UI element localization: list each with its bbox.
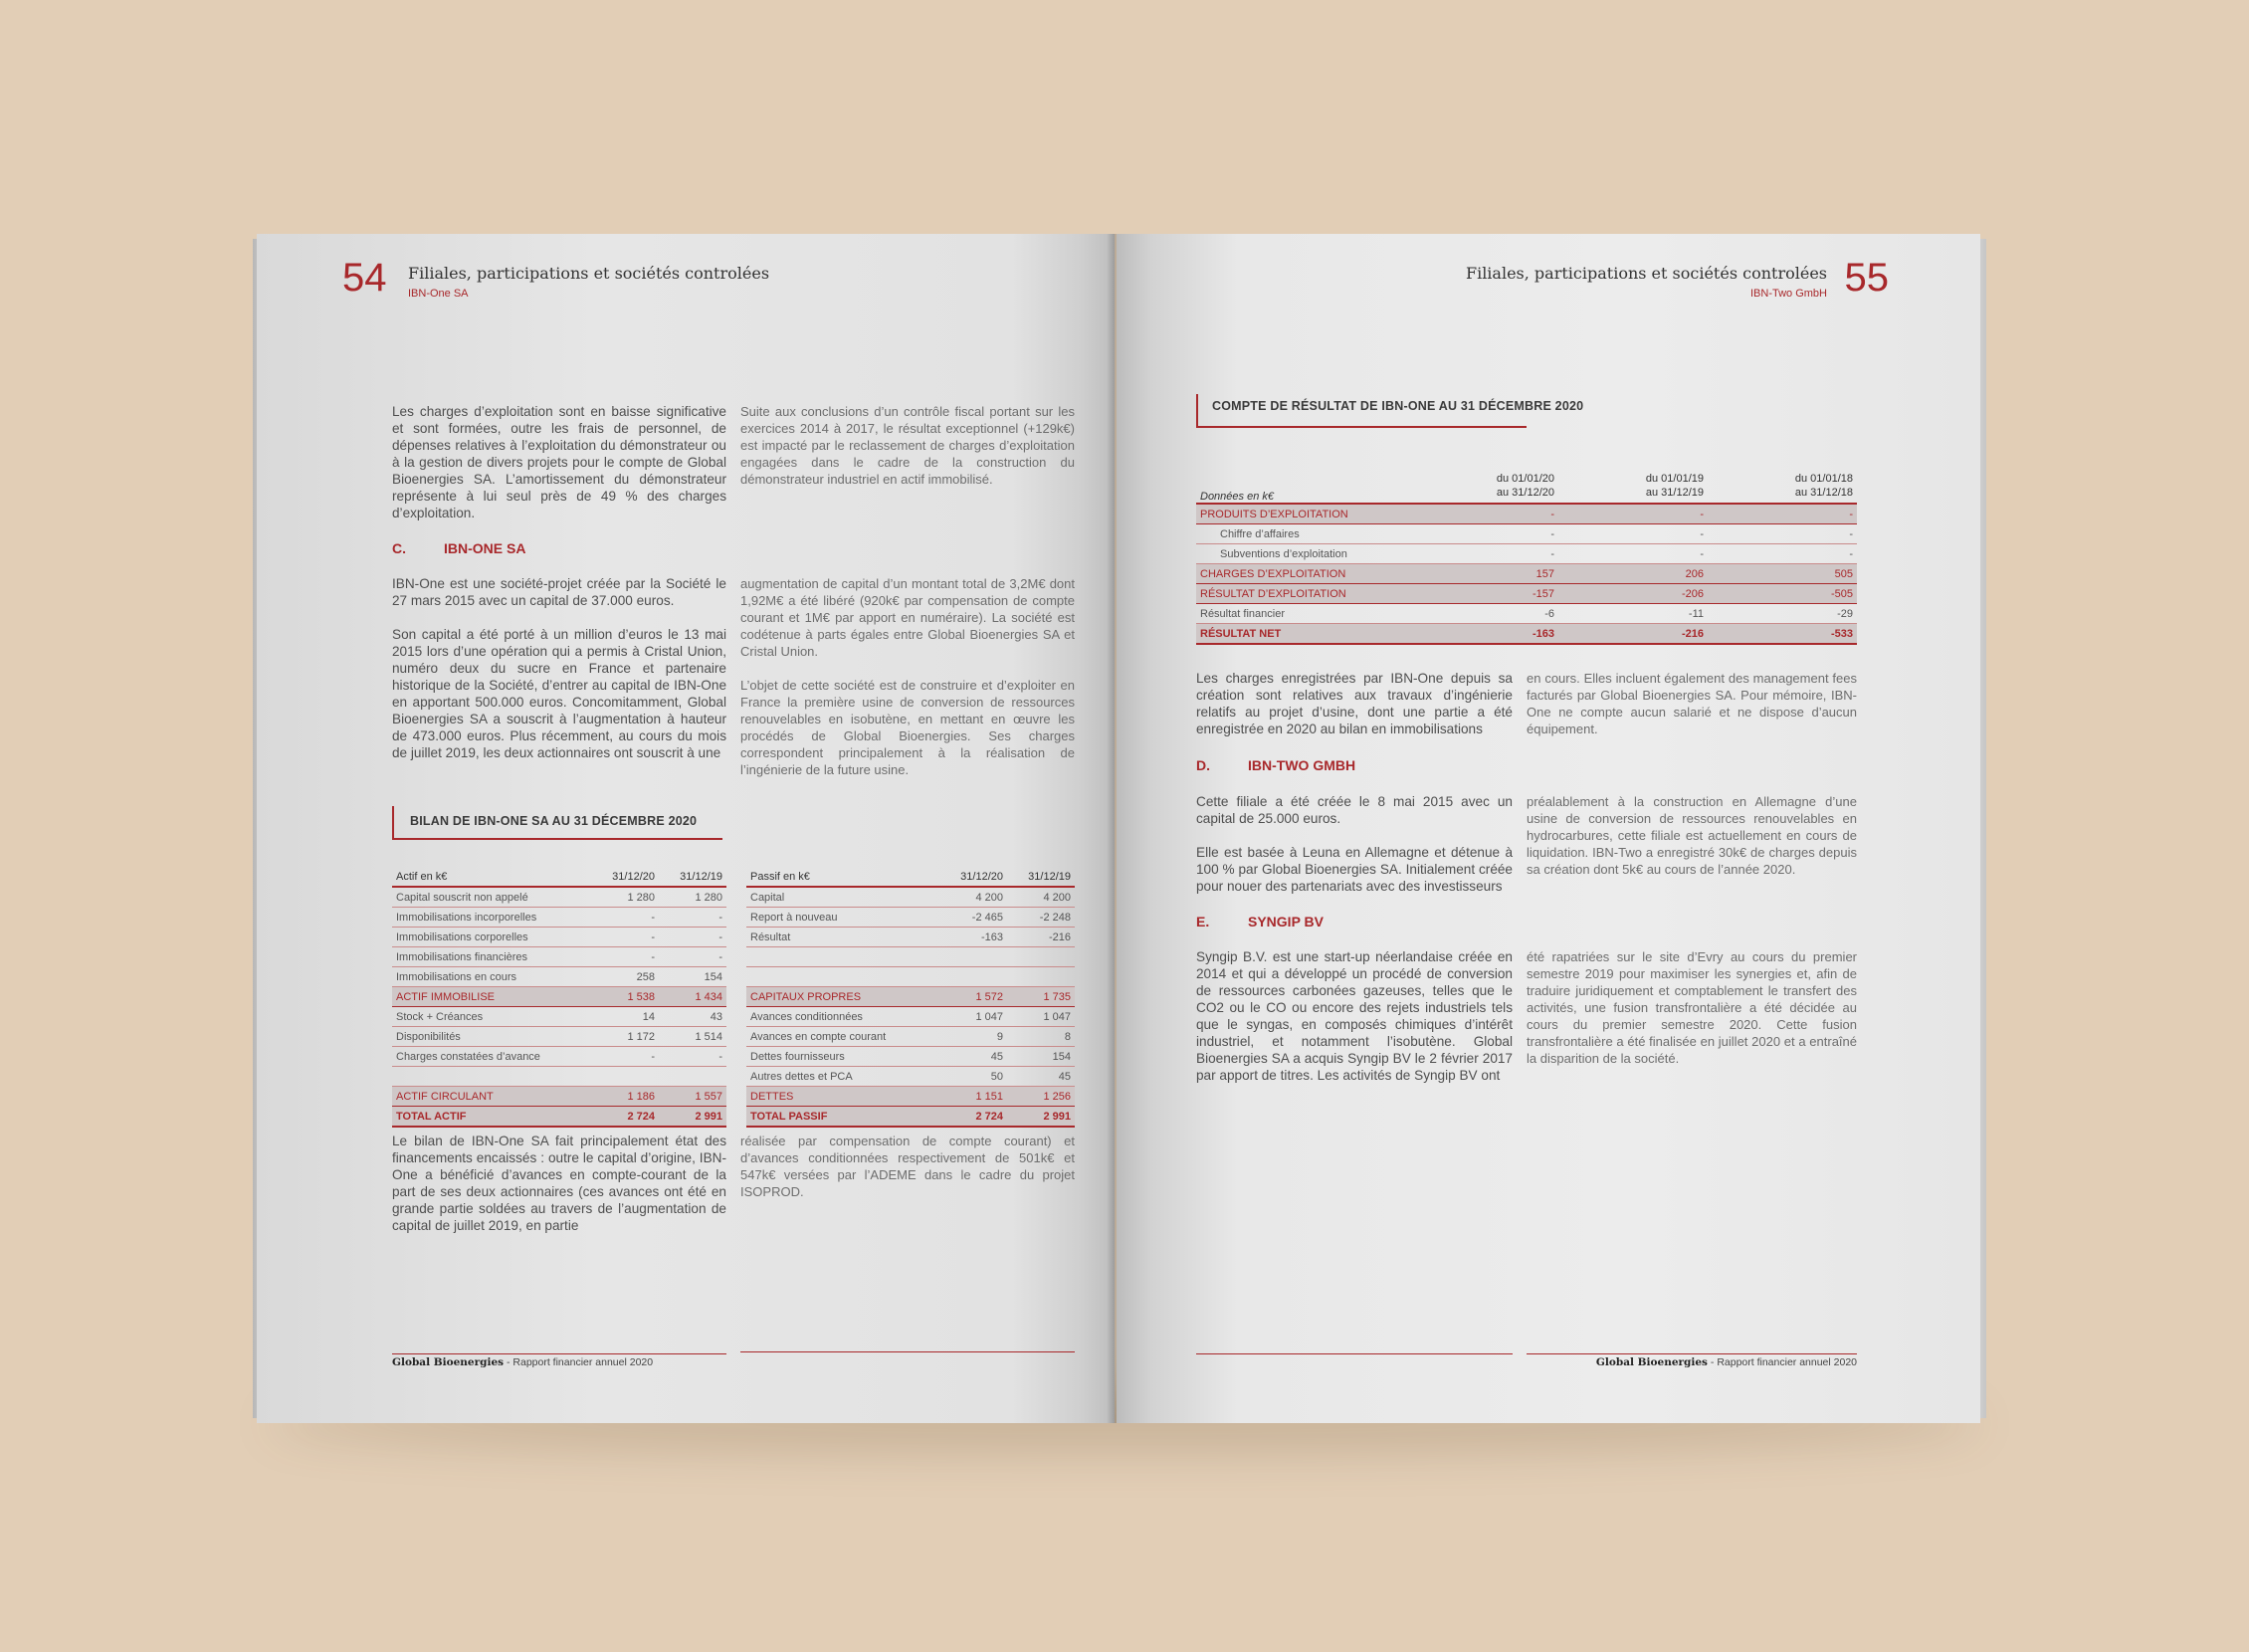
cr-row-label: CHARGES D’EXPLOITATION: [1196, 564, 1409, 584]
actif-row-value: -: [591, 947, 659, 967]
actif-row-label: Charges constatées d’avance: [392, 1047, 591, 1067]
cr-row: [1196, 564, 1857, 584]
actif-row-label: ACTIF CIRCULANT: [392, 1087, 591, 1107]
actif-row-label: ACTIF IMMOBILISE: [392, 987, 591, 1007]
section-d-heading: [1196, 757, 1355, 773]
cr-row: [1196, 604, 1857, 624]
passif-row-label: Report à nouveau: [746, 908, 939, 928]
actif-row-value: 14: [591, 1007, 659, 1027]
cr-header-line1: du 01/01/20: [1496, 473, 1554, 485]
actif-row-value: -: [591, 1047, 659, 1067]
actif-header-cell: 31/12/19: [659, 867, 726, 887]
section-d-col1: [1196, 793, 1513, 912]
right-page-subtitle: IBN-Two GmbH: [1749, 288, 1827, 300]
passif-row-value: [1007, 967, 1075, 987]
cr-row-label: Subventions d’exploitation: [1196, 544, 1409, 564]
passif-row-label: [746, 947, 939, 967]
right-footer-brand: Global Bioenergies: [1595, 1356, 1708, 1368]
cr-row-value: -: [1708, 524, 1857, 544]
passif-row: [746, 1107, 1075, 1128]
actif-row-value: 1 538: [591, 987, 659, 1007]
section-e-col1: Syngip B.V. est une start-up néerlandaise créée en 2014 et qui a développé un procédé de conversion de ressources carbonées gazeuses, telles que le CO2 ou le CO ou encore des rejets industriels tels que le syngas, en composés chimiques d’intérêt industriel, et notamment l’isobutène. Global Bioenergies SA a acquis Syngip BV le 2 février 2017 par apport de titres. Les activités de Syngip BV ont: [1196, 949, 1513, 1083]
actif-row-label: Disponibilités: [392, 1027, 591, 1047]
section-d-col2: préalablement à la construction en Allemagne d’une usine de conversion de ressources renouvelables en hydrocarbures, cette filiale est actuellement en cours de liquidation. IBN-Two a enregistré 30k€ de charges depuis sa création dont 5k€ au cours de l’année 2020.: [1527, 794, 1857, 877]
cr-row-label: Chiffre d’affaires: [1196, 524, 1409, 544]
actif-row: [392, 1067, 726, 1087]
passif-row-value: 4 200: [1007, 887, 1075, 908]
cr-row: [1196, 584, 1857, 604]
passif-row: [746, 987, 1075, 1007]
actif-row-label: [392, 1067, 591, 1087]
actif-row: [392, 1007, 726, 1027]
left-page-subtitle: IBN-One SA: [408, 288, 469, 300]
passif-row-value: [939, 967, 1007, 987]
cr-row-value: -6: [1409, 604, 1558, 624]
passif-row-value: -2 465: [939, 908, 1007, 928]
right-page-number: 55: [1844, 256, 1889, 300]
left-page: [257, 234, 1115, 1423]
passif-header-cell: 31/12/19: [1007, 867, 1075, 887]
passif-row-value: 1 735: [1007, 987, 1075, 1007]
actif-row-value: 1 280: [591, 887, 659, 908]
section-e-heading: [1196, 914, 1324, 929]
actif-header-cell: 31/12/20: [591, 867, 659, 887]
cr-row-value: -29: [1708, 604, 1857, 624]
cr-row-value: 157: [1409, 564, 1558, 584]
intro-col1: Les charges d’exploitation sont en baisse significative et sont formées, outre les frais de personnel, de dépenses relatives à l’exploitation du démonstrateur ou à la gestion de divers projets pour le compte de Global Bioenergies SA. L’amortissement du démonstrateur représente à lui seul près de 49 % des charges d’exploitation.: [392, 404, 726, 520]
cr-header-line1: du 01/01/18: [1794, 473, 1853, 485]
cr-header-cell: [1708, 469, 1857, 504]
section-d-col1-p2: Elle est basée à Leuna en Allemagne et détenue à 100 % par Global Bioenergies SA. Initialement créée pour nouer des partenariats avec des investisseurs: [1196, 845, 1513, 894]
actif-row-value: 43: [659, 1007, 726, 1027]
actif-row: [392, 887, 726, 908]
bilan-title: BILAN DE IBN-ONE SA AU 31 DÉCEMBRE 2020: [410, 814, 698, 828]
passif-row-value: -216: [1007, 928, 1075, 947]
passif-row-value: 1 572: [939, 987, 1007, 1007]
left-page-title: Filiales, participations et sociétés controlées: [408, 264, 770, 283]
actif-row-value: 1 557: [659, 1087, 726, 1107]
passif-row-value: 9: [939, 1027, 1007, 1047]
actif-row-value: -: [591, 908, 659, 928]
section-c-heading: [392, 540, 525, 556]
actif-row: [392, 947, 726, 967]
actif-row-value: -: [659, 908, 726, 928]
passif-row-label: Résultat: [746, 928, 939, 947]
passif-row-value: 1 047: [939, 1007, 1007, 1027]
passif-row-value: 45: [1007, 1067, 1075, 1087]
passif-row: [746, 1047, 1075, 1067]
cr-col2: en cours. Elles incluent également des management fees facturés par Global Bioenergies SA. Pour mémoire, IBN-One ne compte aucun salarié et ne dispose d’aucun équipement.: [1527, 671, 1857, 736]
passif-row-label: Avances en compte courant: [746, 1027, 939, 1047]
left-footer-brand: Global Bioenergies: [392, 1356, 505, 1368]
section-e-title: SYNGIP BV: [1248, 914, 1324, 929]
actif-row-value: 1 280: [659, 887, 726, 908]
actif-row: [392, 1047, 726, 1067]
actif-header-row: [392, 867, 726, 887]
right-footer-line-1: [1196, 1353, 1513, 1354]
passif-row-value: 2 724: [939, 1107, 1007, 1128]
actif-row-value: -: [659, 1047, 726, 1067]
right-footer-line-2: [1527, 1353, 1857, 1354]
passif-row-value: 45: [939, 1047, 1007, 1067]
cr-row-value: -163: [1409, 624, 1558, 645]
actif-row-value: [659, 1067, 726, 1087]
cr-row-value: -: [1708, 504, 1857, 524]
cr-header-line1: du 01/01/19: [1645, 473, 1704, 485]
cr-row-value: -533: [1708, 624, 1857, 645]
section-c-col1: [392, 575, 726, 778]
passif-row: [746, 1067, 1075, 1087]
actif-row-value: 1 172: [591, 1027, 659, 1047]
passif-row-label: Dettes fournisseurs: [746, 1047, 939, 1067]
passif-row-label: Autres dettes et PCA: [746, 1067, 939, 1087]
cr-row-value: -: [1409, 504, 1558, 524]
left-page-number: 54: [342, 256, 387, 300]
outro-col1: Le bilan de IBN-One SA fait principalement état des financements encaissés : outre le capital d’origine, IBN-One a bénéficié d’avances en compte-courant de la part de ses deux actionnaires (ces avances ont été en grande partie soldées au travers de l’augmentation de capital de juillet 2019, en partie: [392, 1134, 726, 1233]
actif-header-cell: Actif en k€: [392, 867, 591, 887]
actif-row-value: -: [659, 947, 726, 967]
cr-row-value: -: [1409, 544, 1558, 564]
cr-row-label: RÉSULTAT NET: [1196, 624, 1409, 645]
left-footer-line-2: [740, 1351, 1075, 1352]
compte-resultat-table: [1196, 469, 1857, 645]
passif-header-cell: 31/12/20: [939, 867, 1007, 887]
actif-row-label: Immobilisations financières: [392, 947, 591, 967]
passif-row-value: 8: [1007, 1027, 1075, 1047]
section-d-title: IBN-TWO GMBH: [1248, 757, 1356, 773]
cr-row-label: Résultat financier: [1196, 604, 1409, 624]
actif-row: [392, 987, 726, 1007]
cr-header-row: [1196, 469, 1857, 504]
actif-row-value: [591, 1067, 659, 1087]
cr-row-value: 206: [1558, 564, 1708, 584]
cr-header-label: Données en k€: [1196, 469, 1409, 504]
cr-row: [1196, 504, 1857, 524]
right-page-title: Filiales, participations et sociétés controlées: [1465, 264, 1827, 283]
cr-row-value: -206: [1558, 584, 1708, 604]
passif-row: [746, 1027, 1075, 1047]
passif-row-value: [939, 947, 1007, 967]
cr-row-label: RÉSULTAT D’EXPLOITATION: [1196, 584, 1409, 604]
passif-row: [746, 967, 1075, 987]
passif-row-value: -2 248: [1007, 908, 1075, 928]
actif-row-label: Capital souscrit non appelé: [392, 887, 591, 908]
cr-row-value: -: [1409, 524, 1558, 544]
cr-row-value: 505: [1708, 564, 1857, 584]
passif-row-value: -163: [939, 928, 1007, 947]
section-d-col1-p1: Cette filiale a été créée le 8 mai 2015 avec un capital de 25.000 euros.: [1196, 794, 1513, 826]
passif-row-value: 2 991: [1007, 1107, 1075, 1128]
cr-header-line2: au 31/12/18: [1794, 487, 1853, 499]
passif-row-label: TOTAL PASSIF: [746, 1107, 939, 1128]
passif-row-label: [746, 967, 939, 987]
section-c-col2: [740, 575, 1075, 795]
cr-title: COMPTE DE RÉSULTAT DE IBN-ONE AU 31 DÉCEMBRE 2020: [1212, 399, 1584, 413]
passif-row-value: 50: [939, 1067, 1007, 1087]
cr-row-value: -505: [1708, 584, 1857, 604]
passif-row-value: 4 200: [939, 887, 1007, 908]
actif-row: [392, 908, 726, 928]
passif-row-value: [1007, 947, 1075, 967]
actif-row: [392, 1027, 726, 1047]
cr-header-line2: au 31/12/19: [1645, 487, 1704, 499]
right-footer-text: - Rapport financier annuel 2020: [1707, 1356, 1857, 1368]
actif-row: [392, 1107, 726, 1128]
left-footer-text: - Rapport financier annuel 2020: [504, 1356, 654, 1368]
actif-row-label: TOTAL ACTIF: [392, 1107, 591, 1128]
passif-row: [746, 928, 1075, 947]
section-c-col1-p1: IBN-One est une société-projet créée par la Société le 27 mars 2015 avec un capital de 37.000 euros.: [392, 576, 726, 608]
passif-row-value: 1 151: [939, 1087, 1007, 1107]
left-footer: [392, 1356, 653, 1368]
left-footer-line-1: [392, 1353, 726, 1354]
actif-row-value: 1 514: [659, 1027, 726, 1047]
actif-row-value: -: [659, 928, 726, 947]
section-d-letter: D.: [1196, 757, 1210, 773]
section-c-col2-p1: augmentation de capital d’un montant total de 3,2M€ dont 1,92M€ a été libéré (920k€ par compensation de compte courant et 1M€ par apport en numéraire). La société est codétenue à parts égales entre Global Bioenergies SA et Cristal Union.: [740, 576, 1075, 659]
actif-row-value: 1 186: [591, 1087, 659, 1107]
passif-row-label: CAPITAUX PROPRES: [746, 987, 939, 1007]
intro-col2: Suite aux conclusions d’un contrôle fiscal portant sur les exercices 2014 à 2017, le résultat exceptionnel (+129k€) est impacté par le reclassement de charges d’exploitation engagées dans le cadre de la construction du démonstrateur industriel en actif immobilisé.: [740, 404, 1075, 487]
section-e-col2: été rapatriées sur le site d’Evry au cours du premier semestre 2019 pour maximiser les synergies et, afin de traduire juridiquement et comptablement le transfert des activités, une fusion transfrontalière a été décidée au cours du premier semestre 2020. Cette fusion transfrontalière a été finalisée en juillet 2020 et a entraîné la disparition de la société.: [1527, 949, 1857, 1066]
actif-row-value: 2 724: [591, 1107, 659, 1128]
cr-row: [1196, 544, 1857, 564]
cr-header-line2: au 31/12/20: [1496, 487, 1554, 499]
cr-row: [1196, 624, 1857, 645]
actif-row-value: 2 991: [659, 1107, 726, 1128]
cr-row-value: -157: [1409, 584, 1558, 604]
cr-row-value: -: [1558, 524, 1708, 544]
cr-row-value: -: [1708, 544, 1857, 564]
actif-row-value: 1 434: [659, 987, 726, 1007]
passif-row: [746, 908, 1075, 928]
passif-header-cell: Passif en k€: [746, 867, 939, 887]
cr-row-label: PRODUITS D’EXPLOITATION: [1196, 504, 1409, 524]
actif-row: [392, 928, 726, 947]
right-footer: [1596, 1356, 1857, 1368]
cr-header-cell: [1558, 469, 1708, 504]
passif-row-value: 154: [1007, 1047, 1075, 1067]
passif-header-row: [746, 867, 1075, 887]
actif-row-label: Immobilisations en cours: [392, 967, 591, 987]
actif-row: [392, 967, 726, 987]
passif-table: [746, 867, 1075, 1128]
passif-row: [746, 947, 1075, 967]
passif-row-label: DETTES: [746, 1087, 939, 1107]
actif-row-label: Stock + Créances: [392, 1007, 591, 1027]
cr-row-value: -: [1558, 544, 1708, 564]
cr-col1: Les charges enregistrées par IBN-One depuis sa création sont relatives aux travaux d’ingénierie relatifs au projet d’usine, dont une partie a été enregistrée en 2020 au bilan en immobilisations: [1196, 671, 1513, 736]
cr-row-value: -: [1558, 504, 1708, 524]
actif-row-value: 258: [591, 967, 659, 987]
section-c-col2-p2: L’objet de cette société est de construire et d’exploiter en France la première usine de conversion de ressources renouvelables en isobutène, en mettant en œuvre les procédés de Global Bioenergies. Ses charges correspondent principalement à la réalisation de l’ingénierie de la future usine.: [740, 678, 1075, 777]
passif-row: [746, 887, 1075, 908]
actif-row: [392, 1087, 726, 1107]
section-c-col1-p2: Son capital a été porté à un million d’euros le 13 mai 2015 lors d’une opération qui a permis à Cristal Union, numéro deux du sucre en France et partenaire historique de la Société, d’entrer au capital de IBN-One en apportant 500.000 euros. Concomitamment, Global Bioenergies SA a souscrit à l’augmentation à hauteur de 473.000 euros. Plus récemment, au cours du mois de juillet 2019, les deux actionnaires ont souscrit à une: [392, 627, 726, 760]
passif-row-label: Capital: [746, 887, 939, 908]
right-page: [1117, 234, 1980, 1423]
cr-row-value: -11: [1558, 604, 1708, 624]
section-c-title: IBN-ONE SA: [444, 540, 526, 556]
passif-row-label: Avances conditionnées: [746, 1007, 939, 1027]
actif-row-value: 154: [659, 967, 726, 987]
passif-row-value: 1 047: [1007, 1007, 1075, 1027]
section-e-letter: E.: [1196, 914, 1210, 929]
cr-row: [1196, 524, 1857, 544]
actif-row-label: Immobilisations corporelles: [392, 928, 591, 947]
outro-col2: réalisée par compensation de compte courant) et d’avances conditionnées respectivement de 501k€ et 547k€ versées par l’ADEME dans le cadre du projet ISOPROD.: [740, 1134, 1075, 1199]
cr-header-cell: [1409, 469, 1558, 504]
passif-row-value: 1 256: [1007, 1087, 1075, 1107]
passif-row: [746, 1007, 1075, 1027]
passif-row: [746, 1087, 1075, 1107]
cr-row-value: -216: [1558, 624, 1708, 645]
actif-row-value: -: [591, 928, 659, 947]
actif-row-label: Immobilisations incorporelles: [392, 908, 591, 928]
section-c-letter: C.: [392, 540, 406, 556]
actif-table: [392, 867, 726, 1128]
